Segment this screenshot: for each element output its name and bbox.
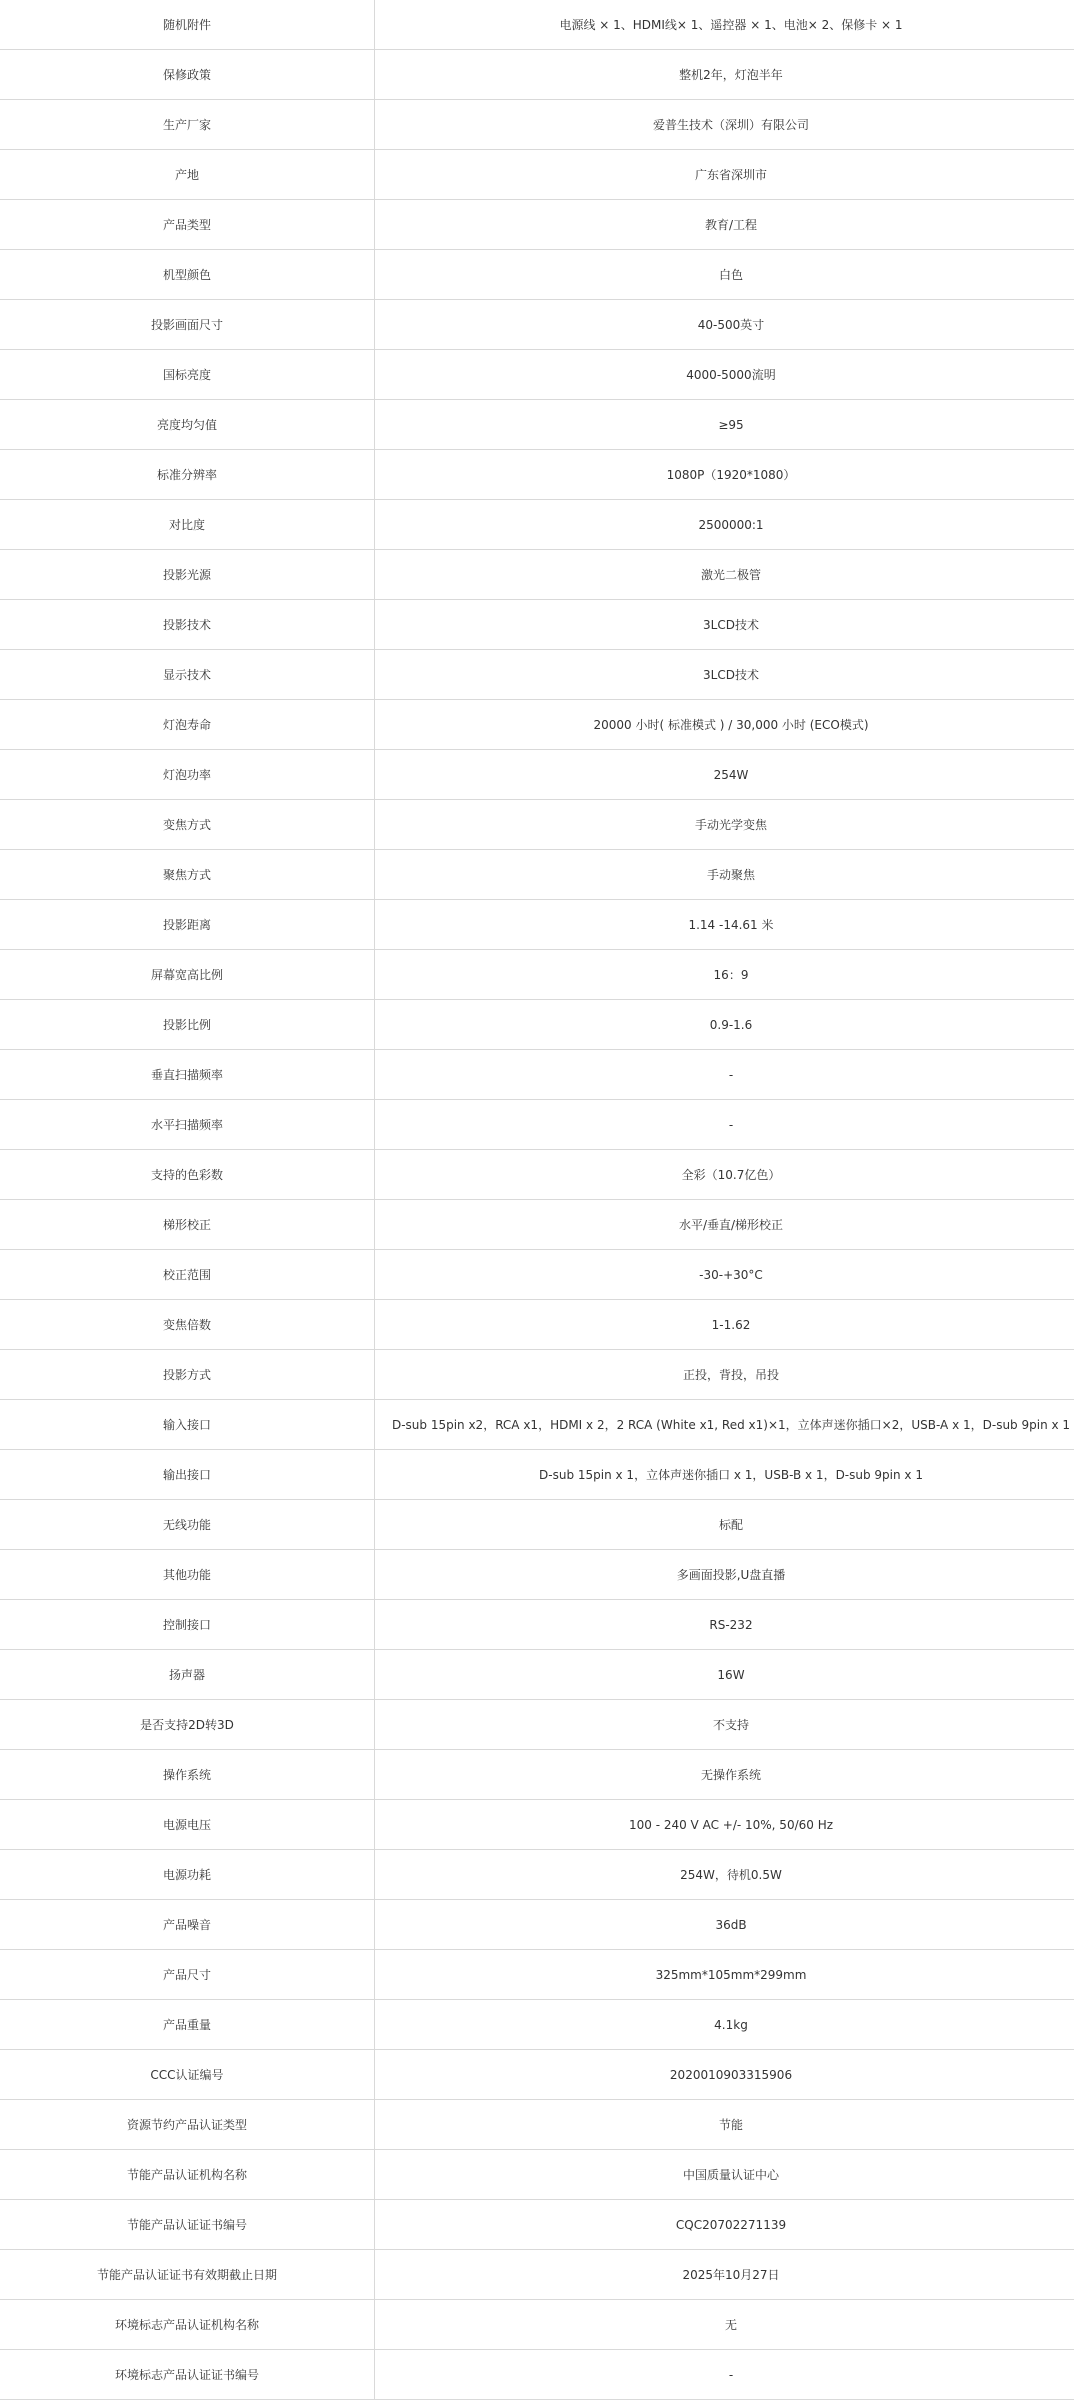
- spec-value: 电源线 × 1、HDMI线× 1、遥控器 × 1、电池× 2、保修卡 × 1: [375, 0, 1074, 50]
- spec-label: 电源电压: [0, 1800, 375, 1850]
- spec-label: 产品噪音: [0, 1900, 375, 1950]
- spec-label: 节能产品认证机构名称: [0, 2150, 375, 2200]
- spec-value: 手动光学变焦: [375, 800, 1074, 850]
- spec-row: [0, 1650, 1074, 1700]
- spec-label: 控制接口: [0, 1600, 375, 1650]
- spec-value: D-sub 15pin x2，RCA x1，HDMI x 2，2 RCA (White x1, Red x1)×1，立体声迷你插口×2，USB-A x 1，D-sub 9pin x 1: [375, 1400, 1074, 1450]
- spec-value: 无: [375, 2300, 1074, 2350]
- spec-value: 2025年10月27日: [375, 2250, 1074, 2300]
- spec-row: [0, 100, 1074, 150]
- spec-label: 输入接口: [0, 1400, 375, 1450]
- spec-row: [0, 1750, 1074, 1800]
- spec-row: [0, 850, 1074, 900]
- spec-row: [0, 2150, 1074, 2200]
- spec-row: [0, 1250, 1074, 1300]
- spec-value: 2500000:1: [375, 500, 1074, 550]
- spec-value: 爱普生技术（深圳）有限公司: [375, 100, 1074, 150]
- spec-value: 36dB: [375, 1900, 1074, 1950]
- spec-value: 1.14 -14.61 米: [375, 900, 1074, 950]
- spec-row: [0, 1800, 1074, 1850]
- spec-label: 无线功能: [0, 1500, 375, 1550]
- spec-label: 产品类型: [0, 200, 375, 250]
- spec-row: [0, 2250, 1074, 2300]
- spec-label: 输出接口: [0, 1450, 375, 1500]
- spec-row: [0, 2300, 1074, 2350]
- spec-row: [0, 200, 1074, 250]
- spec-row: [0, 1500, 1074, 1550]
- spec-value: -30-+30°C: [375, 1250, 1074, 1300]
- spec-value: 多画面投影,U盘直播: [375, 1550, 1074, 1600]
- spec-label: 产品重量: [0, 2000, 375, 2050]
- spec-value: 广东省深圳市: [375, 150, 1074, 200]
- spec-row: [0, 1850, 1074, 1900]
- spec-label: 节能产品认证证书编号: [0, 2200, 375, 2250]
- spec-row: [0, 1300, 1074, 1350]
- spec-value: 1-1.62: [375, 1300, 1074, 1350]
- spec-value: 4000-5000流明: [375, 350, 1074, 400]
- spec-value: 0.9-1.6: [375, 1000, 1074, 1050]
- spec-label: CCC认证编号: [0, 2050, 375, 2100]
- spec-value: 2020010903315906: [375, 2050, 1074, 2100]
- spec-value: 教育/工程: [375, 200, 1074, 250]
- spec-value: 254W，待机0.5W: [375, 1850, 1074, 1900]
- spec-row: [0, 1600, 1074, 1650]
- spec-label: 变焦方式: [0, 800, 375, 850]
- spec-value: 整机2年，灯泡半年: [375, 50, 1074, 100]
- spec-row: [0, 150, 1074, 200]
- spec-value: 不支持: [375, 1700, 1074, 1750]
- spec-label: 电源功耗: [0, 1850, 375, 1900]
- spec-value: -: [375, 1100, 1074, 1150]
- spec-label: 机型颜色: [0, 250, 375, 300]
- spec-label: 保修政策: [0, 50, 375, 100]
- spec-row: [0, 350, 1074, 400]
- spec-label: 资源节约产品认证类型: [0, 2100, 375, 2150]
- spec-label: 其他功能: [0, 1550, 375, 1600]
- spec-row: [0, 1400, 1074, 1450]
- spec-value: 中国质量认证中心: [375, 2150, 1074, 2200]
- spec-value: 正投，背投，吊投: [375, 1350, 1074, 1400]
- spec-row: [0, 550, 1074, 600]
- spec-row: [0, 1550, 1074, 1600]
- spec-value: 100 - 240 V AC +/- 10%, 50/60 Hz: [375, 1800, 1074, 1850]
- spec-label: 环境标志产品认证机构名称: [0, 2300, 375, 2350]
- spec-row: [0, 2050, 1074, 2100]
- spec-row: [0, 750, 1074, 800]
- spec-row: [0, 1350, 1074, 1400]
- spec-value: D-sub 15pin x 1，立体声迷你插口 x 1，USB-B x 1，D-sub 9pin x 1: [375, 1450, 1074, 1500]
- spec-label: 节能产品认证证书有效期截止日期: [0, 2250, 375, 2300]
- spec-row: [0, 1900, 1074, 1950]
- spec-value: 手动聚焦: [375, 850, 1074, 900]
- spec-value: 无操作系统: [375, 1750, 1074, 1800]
- spec-row: [0, 250, 1074, 300]
- spec-row: [0, 300, 1074, 350]
- spec-value: 1080P（1920*1080）: [375, 450, 1074, 500]
- spec-label: 变焦倍数: [0, 1300, 375, 1350]
- spec-label: 投影距离: [0, 900, 375, 950]
- spec-value: 水平/垂直/梯形校正: [375, 1200, 1074, 1250]
- spec-label: 国标亮度: [0, 350, 375, 400]
- spec-value: 16：9: [375, 950, 1074, 1000]
- spec-row: [0, 2000, 1074, 2050]
- spec-label: 标准分辨率: [0, 450, 375, 500]
- spec-row: [0, 1100, 1074, 1150]
- spec-row: [0, 50, 1074, 100]
- spec-label: 聚焦方式: [0, 850, 375, 900]
- spec-label: 环境标志产品认证证书编号: [0, 2350, 375, 2400]
- spec-row: [0, 400, 1074, 450]
- spec-label: 产地: [0, 150, 375, 200]
- spec-label: 亮度均匀值: [0, 400, 375, 450]
- spec-label: 扬声器: [0, 1650, 375, 1700]
- spec-row: [0, 2200, 1074, 2250]
- spec-row: [0, 1200, 1074, 1250]
- spec-row: [0, 1450, 1074, 1500]
- spec-row: [0, 0, 1074, 50]
- spec-value: 20000 小时( 标准模式 ) / 30,000 小时 (ECO模式): [375, 700, 1074, 750]
- spec-value: CQC20702271139: [375, 2200, 1074, 2250]
- spec-row: [0, 650, 1074, 700]
- spec-value: -: [375, 2350, 1074, 2400]
- spec-row: [0, 600, 1074, 650]
- spec-label: 投影技术: [0, 600, 375, 650]
- spec-label: 是否支持2D转3D: [0, 1700, 375, 1750]
- spec-label: 操作系统: [0, 1750, 375, 1800]
- spec-label: 显示技术: [0, 650, 375, 700]
- spec-row: [0, 2100, 1074, 2150]
- spec-label: 投影画面尺寸: [0, 300, 375, 350]
- spec-label: 屏幕宽高比例: [0, 950, 375, 1000]
- spec-value: 激光二极管: [375, 550, 1074, 600]
- spec-label: 支持的色彩数: [0, 1150, 375, 1200]
- spec-row: [0, 1700, 1074, 1750]
- spec-value: 3LCD技术: [375, 650, 1074, 700]
- spec-label: 投影光源: [0, 550, 375, 600]
- spec-value: 16W: [375, 1650, 1074, 1700]
- spec-value: -: [375, 1050, 1074, 1100]
- spec-label: 水平扫描频率: [0, 1100, 375, 1150]
- spec-row: [0, 450, 1074, 500]
- spec-label: 垂直扫描频率: [0, 1050, 375, 1100]
- spec-label: 投影比例: [0, 1000, 375, 1050]
- spec-row: [0, 1000, 1074, 1050]
- spec-value: 标配: [375, 1500, 1074, 1550]
- spec-value: 4.1kg: [375, 2000, 1074, 2050]
- spec-value: 全彩（10.7亿色）: [375, 1150, 1074, 1200]
- spec-value: RS-232: [375, 1600, 1074, 1650]
- spec-row: [0, 950, 1074, 1000]
- spec-label: 灯泡寿命: [0, 700, 375, 750]
- spec-row: [0, 700, 1074, 750]
- spec-label: 产品尺寸: [0, 1950, 375, 2000]
- spec-label: 投影方式: [0, 1350, 375, 1400]
- spec-row: [0, 900, 1074, 950]
- spec-row: [0, 1950, 1074, 2000]
- spec-value: 节能: [375, 2100, 1074, 2150]
- spec-row: [0, 2350, 1074, 2400]
- spec-value: 白色: [375, 250, 1074, 300]
- spec-row: [0, 800, 1074, 850]
- spec-label: 校正范围: [0, 1250, 375, 1300]
- spec-label: 随机附件: [0, 0, 375, 50]
- spec-value: 254W: [375, 750, 1074, 800]
- spec-value: 3LCD技术: [375, 600, 1074, 650]
- spec-value: 40-500英寸: [375, 300, 1074, 350]
- spec-value: ≥95: [375, 400, 1074, 450]
- spec-row: [0, 500, 1074, 550]
- spec-row: [0, 1150, 1074, 1200]
- spec-value: 325mm*105mm*299mm: [375, 1950, 1074, 2000]
- spec-label: 对比度: [0, 500, 375, 550]
- spec-label: 灯泡功率: [0, 750, 375, 800]
- spec-label: 生产厂家: [0, 100, 375, 150]
- spec-label: 梯形校正: [0, 1200, 375, 1250]
- spec-row: [0, 1050, 1074, 1100]
